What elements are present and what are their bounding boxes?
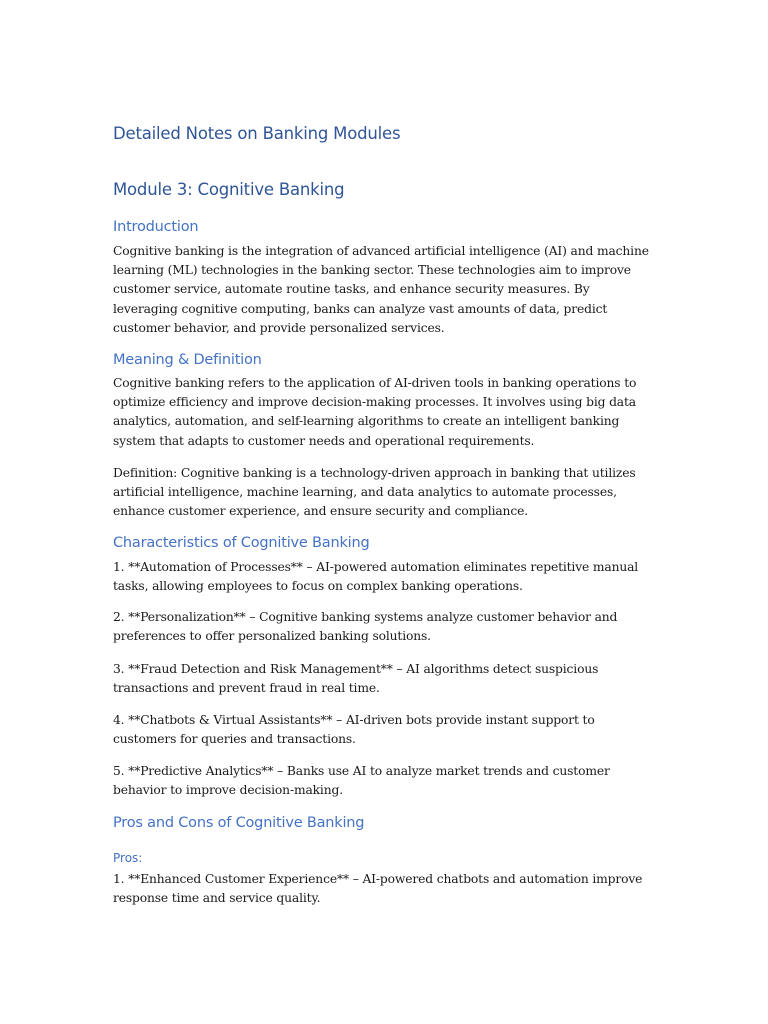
list-item: 1. **Enhanced Customer Experience** – AI-powered chatbots and automation improve response time and service quality. bbox=[113, 872, 643, 906]
meaning-heading: Meaning & Definition bbox=[113, 352, 262, 368]
characteristics-heading: Characteristics of Cognitive Banking bbox=[113, 535, 370, 551]
list-item: 4. **Chatbots & Virtual Assistants** – AI-driven bots provide instant support to customers for queries and transactions. bbox=[113, 713, 595, 747]
pros-cons-heading: Pros and Cons of Cognitive Banking bbox=[113, 815, 365, 831]
list-item: 2. **Personalization** – Cognitive banking systems analyze customer behavior and preferences to offer personalized banking solutions. bbox=[113, 610, 618, 644]
meaning-paragraph: Cognitive banking refers to the application of AI-driven tools in banking operations to optimize efficiency and improve decision-making processes. It involves using big data analytics, automation, and self-learning algorithms to create an intelligent banking system that adapts to customer needs and operational requirements. bbox=[113, 376, 637, 448]
document-title: Detailed Notes on Banking Modules bbox=[113, 124, 401, 143]
list-item: 5. **Predictive Analytics** – Banks use AI to analyze market trends and customer behavior to improve decision-making. bbox=[113, 764, 610, 798]
list-item: 3. **Fraud Detection and Risk Management** – AI algorithms detect suspicious transactions and prevent fraud in real time. bbox=[113, 662, 599, 696]
module-heading: Module 3: Cognitive Banking bbox=[113, 180, 345, 199]
definition-paragraph: Definition: Cognitive banking is a technology-driven approach in banking that utilizes artificial intelligence, machine learning, and data analytics to automate processes, enhance customer experience, and ensure security and compliance. bbox=[113, 466, 636, 519]
pros-label: Pros: bbox=[113, 851, 143, 865]
introduction-heading: Introduction bbox=[113, 219, 199, 235]
list-item: 1. **Automation of Processes** – AI-powered automation eliminates repetitive manual tasks, allowing employees to focus on complex banking operations. bbox=[113, 560, 639, 594]
introduction-paragraph: Cognitive banking is the integration of advanced artificial intelligence (AI) and machine learning (ML) technologies in the banking sector. These technologies aim to improve customer service, automate routine tasks, and enhance security measures. By leveraging cognitive computing, banks can analyze vast amounts of data, predict customer behavior, and provide personalized services. bbox=[113, 244, 649, 335]
